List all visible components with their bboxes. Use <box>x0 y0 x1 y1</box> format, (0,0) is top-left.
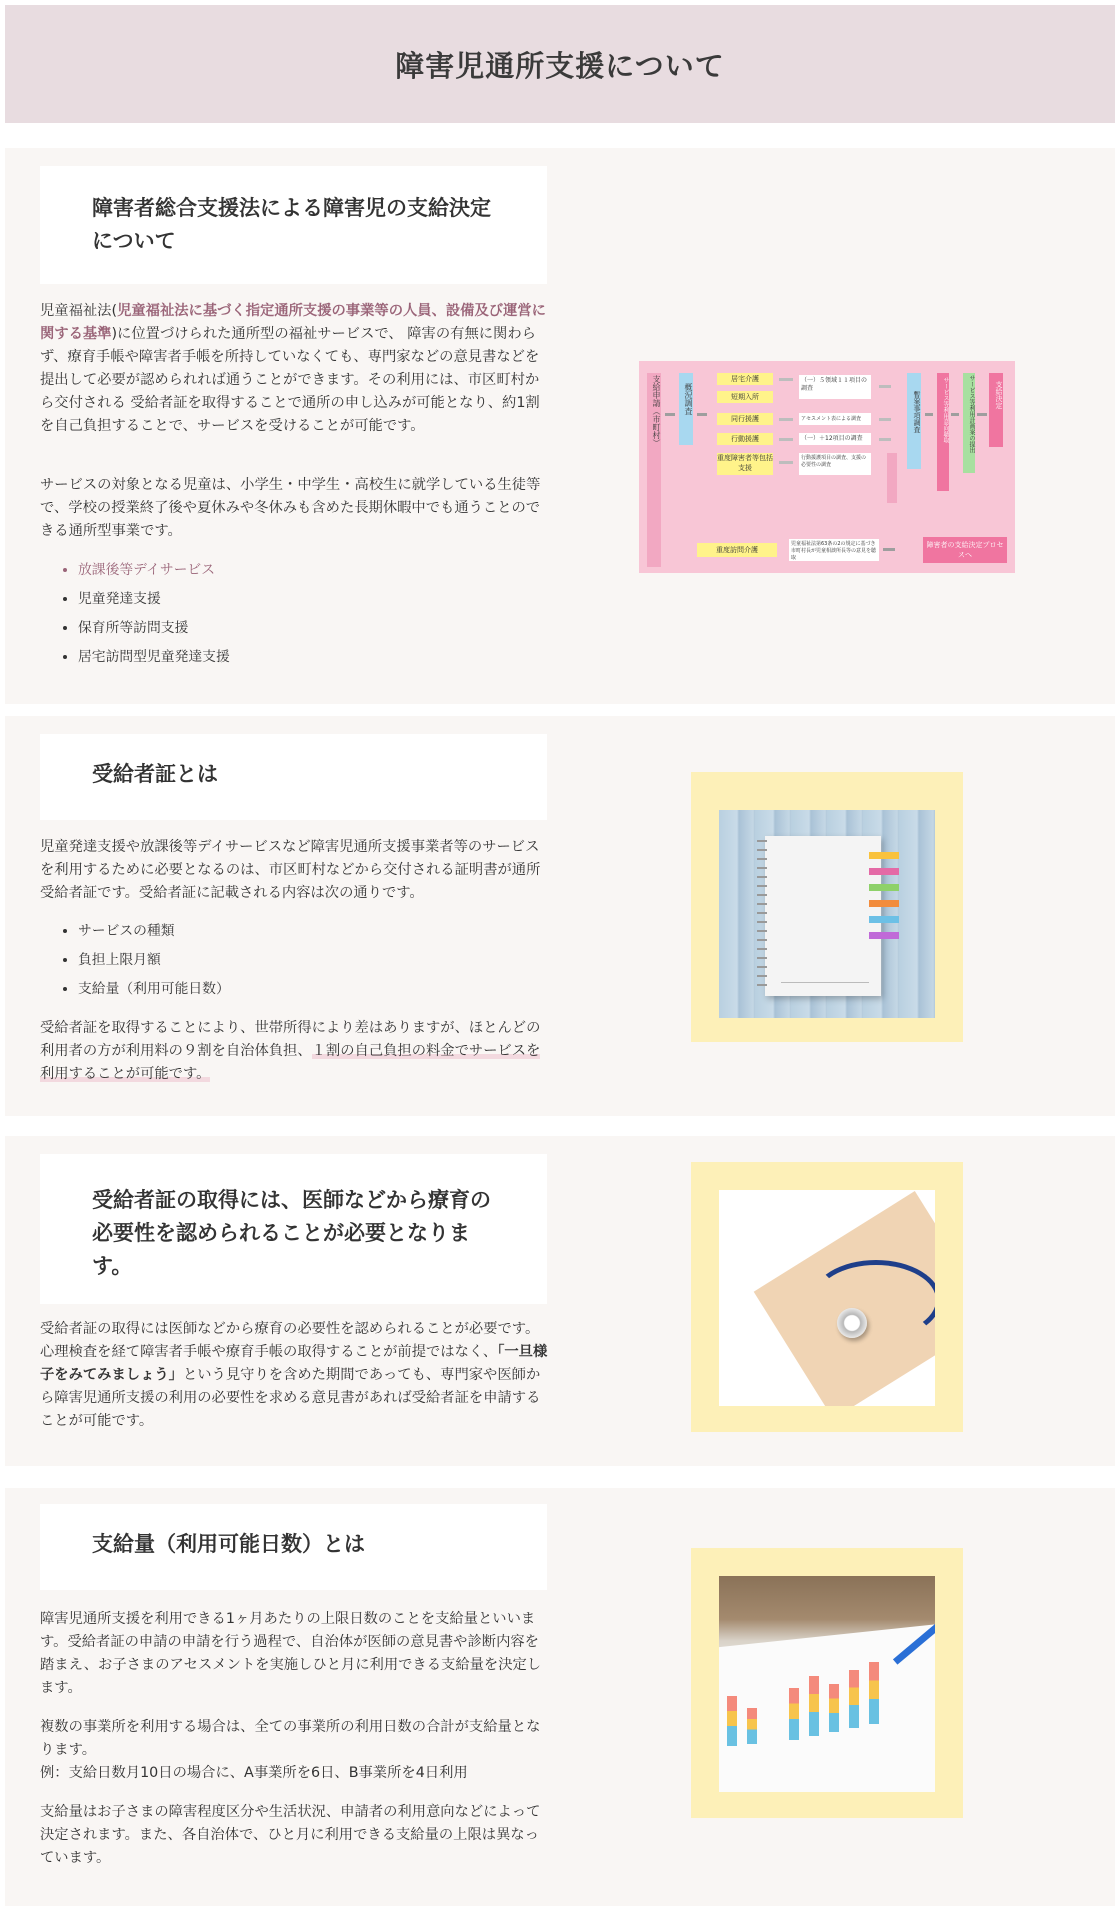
notebook-rule <box>781 982 869 983</box>
stethoscope-tube <box>811 1260 935 1340</box>
sticky-tab <box>869 916 899 923</box>
certificate-list <box>40 917 230 1004</box>
list-item: • 保育所等訪問支援 <box>78 614 230 643</box>
service-list <box>40 556 230 672</box>
process-diagram <box>639 361 1015 573</box>
intro-paragraph <box>40 300 550 438</box>
bar <box>747 1708 757 1744</box>
arrow-icon <box>779 378 793 381</box>
target-paragraph: サービスの対象となる児童は、小学生・中学生・高校生に就学している生徒等で、学校の授業終了後や夏休みや冬休みも含めた長期休暇中でも通うことのできる通所型事業です。 <box>40 477 541 539</box>
multiple-paragraph <box>40 1716 550 1785</box>
notebook-image-frame <box>691 772 963 1042</box>
decision-paragraph: 支給量はお子さまの障害程度区分や生活状況、申請者の利用意向などによって決定されます。また、各自治体で、ひと月に利用できる支給量の上限は異なっています。 <box>40 1804 541 1866</box>
intro-text-a: 児童福祉法( <box>40 303 118 319</box>
diagram-note: アセスメント表による調査 <box>799 413 871 425</box>
bar <box>727 1696 737 1746</box>
burden-paragraph <box>40 1017 550 1086</box>
burden-text-highlight: １割の自己負担の料金でサービスを利用することが可能です。 <box>40 1043 541 1082</box>
chart-image-frame <box>691 1548 963 1818</box>
sticky-tab <box>869 900 899 907</box>
arrow-icon <box>951 413 959 416</box>
section-title: 障害者総合支援法による障害児の支給決定について <box>92 196 491 253</box>
diagram-note: （一）＋12項目の調査 <box>799 433 871 445</box>
certificate-paragraph: 児童発達支援や放課後等デイサービスなど障害児通所支援事業者等のサービスを利用するために必要となるのは、市区町村などから交付される証明書が通所受給者証です。受給者証に記載される内容は次の通りです。 <box>40 839 541 901</box>
arrow-icon <box>925 413 933 416</box>
bar <box>809 1676 819 1736</box>
diagram-heavy-note: 児童福祉法第63条の2の規定に基づき市町村長が児童相談所長等の意見を聴取 <box>789 539 879 561</box>
list-item: • 負担上限月額 <box>78 946 230 975</box>
diagram-start-stem <box>647 493 661 567</box>
stethoscope-image-frame <box>691 1162 963 1432</box>
diagram-service: 居宅介護 <box>717 373 773 385</box>
arrow-icon <box>883 548 895 551</box>
page-title: 障害児通所支援について <box>395 48 725 83</box>
page-header <box>5 5 1115 123</box>
list-item-link[interactable]: • 放課後等デイサービス <box>78 556 230 585</box>
section-support-decision <box>5 148 1115 704</box>
bar <box>849 1670 859 1728</box>
arrow-icon <box>697 413 707 416</box>
list-item: • 支給量（利用可能日数） <box>78 975 230 1004</box>
stethoscope-image <box>719 1190 935 1406</box>
section-title: 支給量（利用可能日数）とは <box>92 1532 365 1556</box>
section-title: 受給者証とは <box>92 762 218 786</box>
bar <box>829 1684 839 1732</box>
arrow-icon <box>779 438 793 441</box>
diagram-step-label: サービス等利用計画案の提出 <box>968 375 975 453</box>
doctor-paragraph <box>40 1318 550 1433</box>
list-item: • サービスの種類 <box>78 917 230 946</box>
multiple-text: 複数の事業所を利用する場合は、全ての事業所の利用日数の合計が支給量となります。 <box>40 1719 541 1758</box>
list-item: • 児童発達支援 <box>78 585 230 614</box>
doctor-text-a: 受給者証の取得には医師などから療育の必要性を認められることが必要です。心理検査を経て障害者手帳や療育手帳の取得することが前提ではなく、 <box>40 1321 540 1360</box>
list-item: • 居宅訪問型児童発達支援 <box>78 643 230 672</box>
arrow-icon <box>879 438 891 441</box>
section-certificate <box>5 716 1115 1116</box>
diagram-mid-box <box>887 453 897 503</box>
example-text: 例：支給日数月10日の場合に、A事業所を6日、B事業所を4日利用 <box>40 1765 468 1781</box>
amount-paragraph: 障害児通所支援を利用できる1ヶ月あたりの上限日数のことを支給量といいます。受給者証の申請の申請を行う過程で、自治体が医師の意見書や診断内容を踏まえ、お子さまのアセスメントを実施しひと月に利用できる支給量を決定します。 <box>40 1611 542 1696</box>
diagram-start-label: 支給申請（市町村） <box>652 375 661 447</box>
arrow-icon <box>879 385 891 388</box>
sticky-tab <box>869 884 899 891</box>
arrow-icon <box>779 418 793 421</box>
diagram-service: 行動援護 <box>717 433 773 445</box>
intro-text-b: )に位置づけられた通所型の福祉サービスで、 障害の有無に関わらず、療育手帳や障害者手帳を所持していなくても、専門家などの意見書などを提出して必要が認められれば通うことができます。その利用には、市区町村から交付される 受給者証を取得することで通所の申し込みが可能となり、約1割を自己負担することで、サービスを受けることが可能です。 <box>40 326 540 434</box>
sticky-tab <box>869 868 899 875</box>
burden-text-a: 受給者証を取得することにより、世帯所得により差はありますが、ほとんどの利用者の方が利用料の９割を自治体負担、 <box>40 1020 541 1059</box>
diagram-note: （一）５領域１１項目の調査 <box>799 375 871 399</box>
arrow-icon <box>779 461 793 464</box>
arrow-icon <box>665 413 675 416</box>
arrow-icon <box>879 418 891 421</box>
diagram-service: 重度障害者等包括支援 <box>717 453 773 475</box>
section-title: 受給者証の取得には、医師などから療育の必要性を認められることが必要となります。 <box>92 1188 491 1278</box>
section-title-box <box>40 1154 547 1304</box>
doctor-text-strong: 「一旦様子をみてみましょう」 <box>40 1344 548 1383</box>
diagram-heavy-box: 重度訪問介護 <box>697 543 777 557</box>
diagram-step-label: 暫案事項調査 <box>913 391 921 433</box>
notebook-rings <box>757 840 767 990</box>
diagram-service: 同行援護 <box>717 413 773 425</box>
section-title-box <box>40 166 547 284</box>
section-title-box <box>40 1504 547 1590</box>
diagram-note: 行動援護項目の調査、支援の必要性の調査 <box>799 453 871 475</box>
diagram-service: 短期入所 <box>717 391 773 403</box>
diagram-survey-label: 概況調査 <box>684 383 693 415</box>
stethoscope-chest <box>837 1308 867 1338</box>
standards-link[interactable]: 児童福祉法に基づく指定通所支援の事業等の人員、設備及び運営に関する基準 <box>40 303 546 342</box>
section-doctor-requirement <box>5 1136 1115 1466</box>
diagram-step-label: 支給決定 <box>995 381 1003 409</box>
arrow-icon <box>977 413 987 416</box>
bar <box>789 1688 799 1740</box>
sticky-tab <box>869 852 899 859</box>
doctor-text-b: という見守りを含めた期間であっても、専門家や医師から障害児通所支援の利用の必要性を求める意見書があれば受給者証を申請することが可能です。 <box>40 1367 541 1429</box>
bar <box>869 1662 879 1724</box>
diagram-step-label: サービス等利用意向聴取 <box>942 377 949 443</box>
sticky-tab <box>869 932 899 939</box>
diagram-end-box: 障害者の支給決定プロセスへ <box>923 537 1007 563</box>
notebook-page <box>765 836 881 996</box>
section-supply-amount <box>5 1488 1115 1906</box>
chart-photo <box>719 1576 935 1792</box>
section-title-box <box>40 734 547 820</box>
notebook-image <box>719 810 935 1018</box>
